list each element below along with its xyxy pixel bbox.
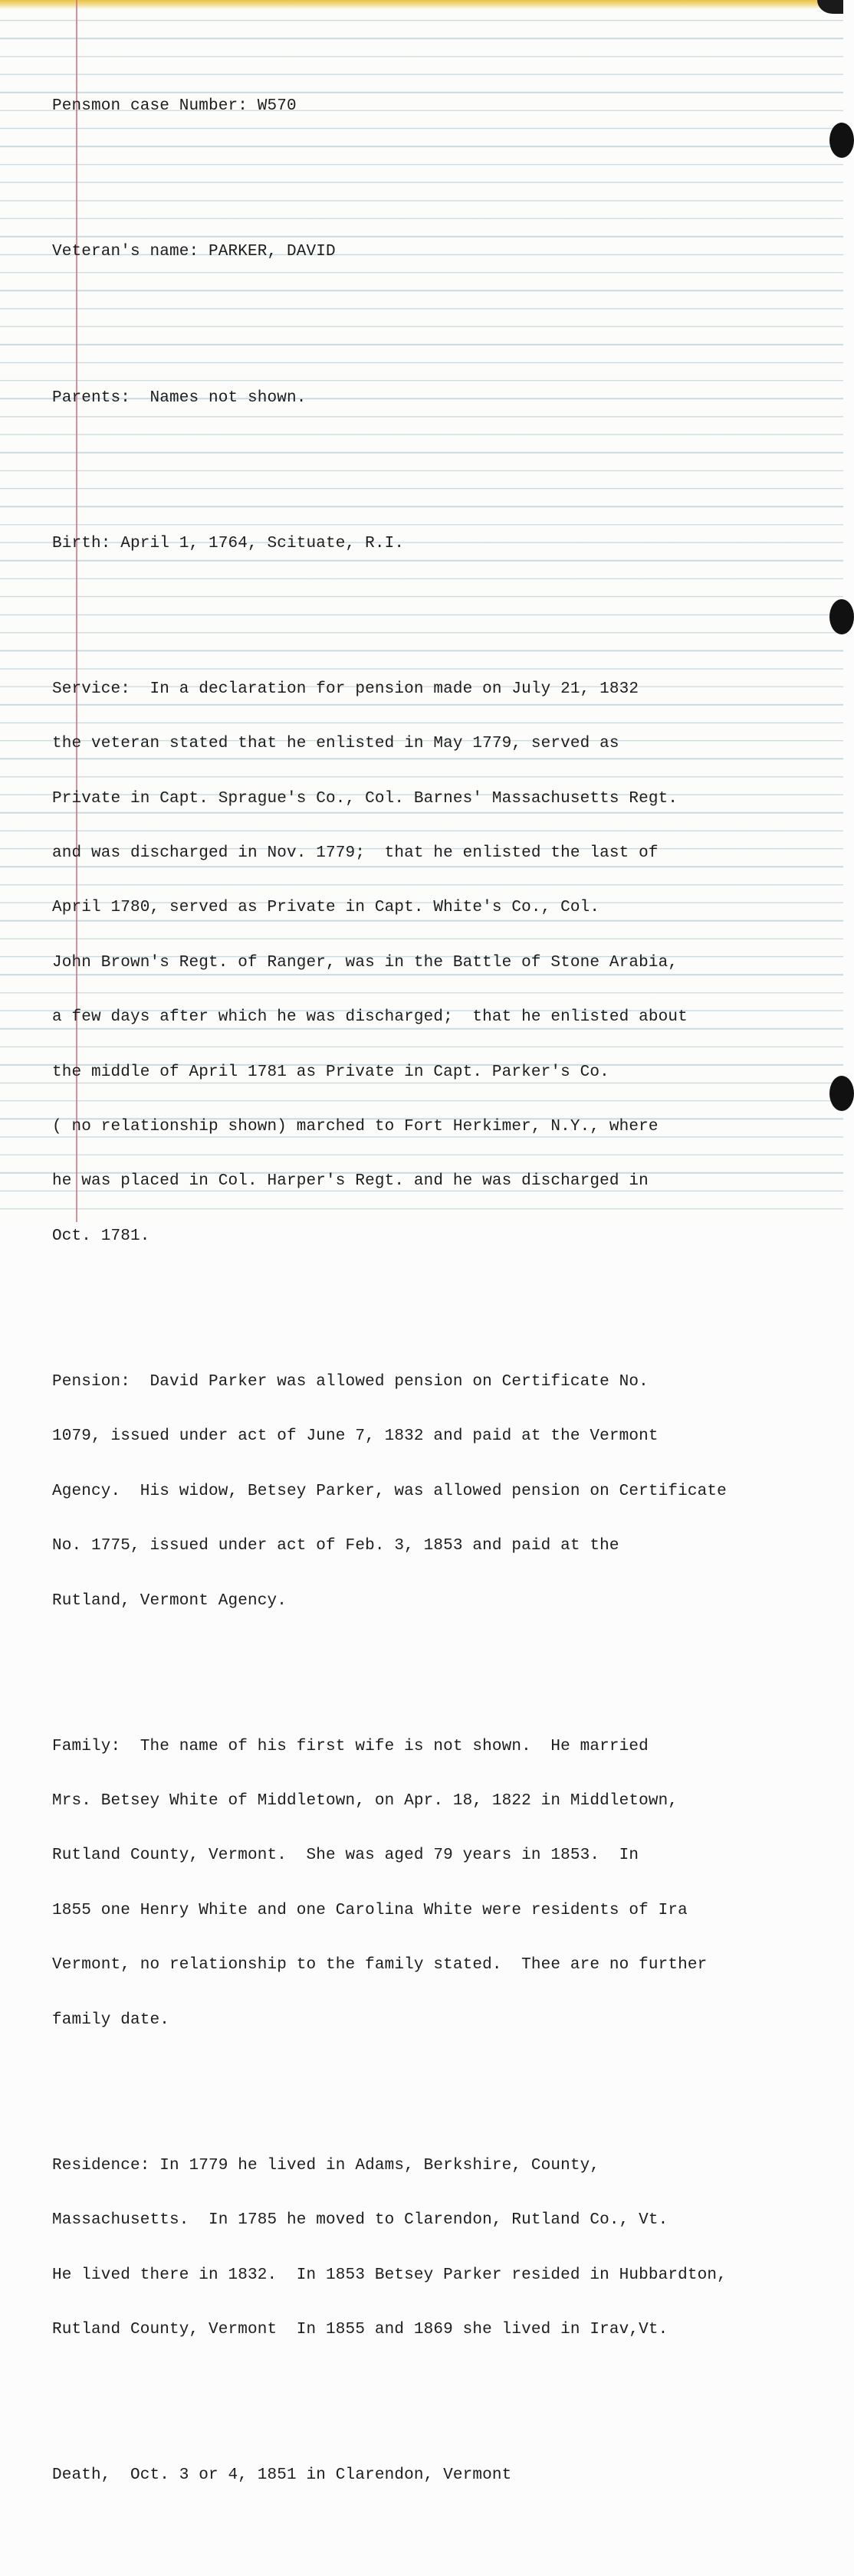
text-line: 1079, issued under act of June 7, 1832 and paid at the Vermont [52,1427,659,1446]
punch-hole [829,123,854,158]
text-line: April 1780, served as Private in Capt. White's Co., Col. [52,899,600,917]
text-line: Pensmon case Number: W570 [52,97,297,116]
text-line: and was discharged in Nov. 1779; that he enlisted the last of [52,844,659,863]
text-line: Birth: April 1, 1764, Scituate, R.I. [52,534,405,552]
field-parents [52,352,830,444]
text-line: Rutland County, Vermont In 1855 and 1869 she lived in Irav,Vt. [52,2320,668,2338]
text-line: Vermont, no relationship to the family stated. Thee are no further [52,1956,708,1975]
text-line: Residence: In 1779 he lived in Adams, Berkshire, County, [52,2156,600,2175]
text-line: Agency. His widow, Betsey Parker, was allowed pension on Certificate [52,1482,727,1500]
paper-corner-shadow [817,0,843,14]
text-line: a few days after which he was discharged; that he enlisted about [52,1008,688,1027]
text-line: He lived there in 1832. In 1853 Betsey Parker resided in Hubbardton, [52,2266,727,2284]
text-line: Private in Capt. Sprague's Co., Col. Barnes' Massachusetts Regt. [52,789,678,808]
field-pension [52,1336,830,1647]
text-line: Pension: David Parker was allowed pension on Certificate No. [52,1372,649,1391]
text-line: ( no relationship shown) marched to Fort Herkimer, N.Y., where [52,1118,659,1136]
paper-top-edge [0,0,843,9]
text-line: Rutland County, Vermont. She was aged 79 years in 1853. In [52,1847,639,1865]
text-line: 1855 one Henry White and one Carolina White were residents of Ira [52,1901,688,1919]
text-line: Veteran's name: PARKER, DAVID [52,243,336,261]
text-line: the middle of April 1781 as Private in Capt. Parker's Co. [52,1063,609,1081]
text-line: Service: In a declaration for pension made on July 21, 1832 [52,680,639,698]
punch-hole [829,1076,854,1111]
field-veteran-name [52,207,830,298]
text-line: family date. [52,2011,170,2029]
text-line: Massachusetts. In 1785 he moved to Clarendon, Rutland Co., Vt. [52,2211,668,2230]
field-family [52,1701,830,2066]
text-line: Parents: Names not shown. [52,388,307,407]
field-pension-case-number [52,61,830,152]
text-line: No. 1775, issued under act of Feb. 3, 1853 and paid at the [52,1537,619,1555]
typed-record [52,25,830,2576]
text-line: Family: The name of his first wife is not shown. He married [52,1737,649,1755]
field-service [52,644,830,1282]
text-line: John Brown's Regt. of Ranger, was in the Battle of Stone Arabia, [52,953,678,972]
field-birth [52,498,830,589]
text-line: Rutland, Vermont Agency. [52,1591,287,1610]
field-residence [52,2120,830,2375]
text-line: he was placed in Col. Harper's Regt. and he was discharged in [52,1172,649,1191]
text-line: Death, Oct. 3 or 4, 1851 in Clarendon, Vermont [52,2466,512,2485]
text-line: the veteran stated that he enlisted in May 1779, served as [52,735,619,753]
field-death [52,2430,830,2522]
text-line: Mrs. Betsey White of Middletown, on Apr. 18, 1822 in Middletown, [52,1792,678,1811]
punch-hole [829,599,854,634]
text-line: Oct. 1781. [52,1227,150,1245]
